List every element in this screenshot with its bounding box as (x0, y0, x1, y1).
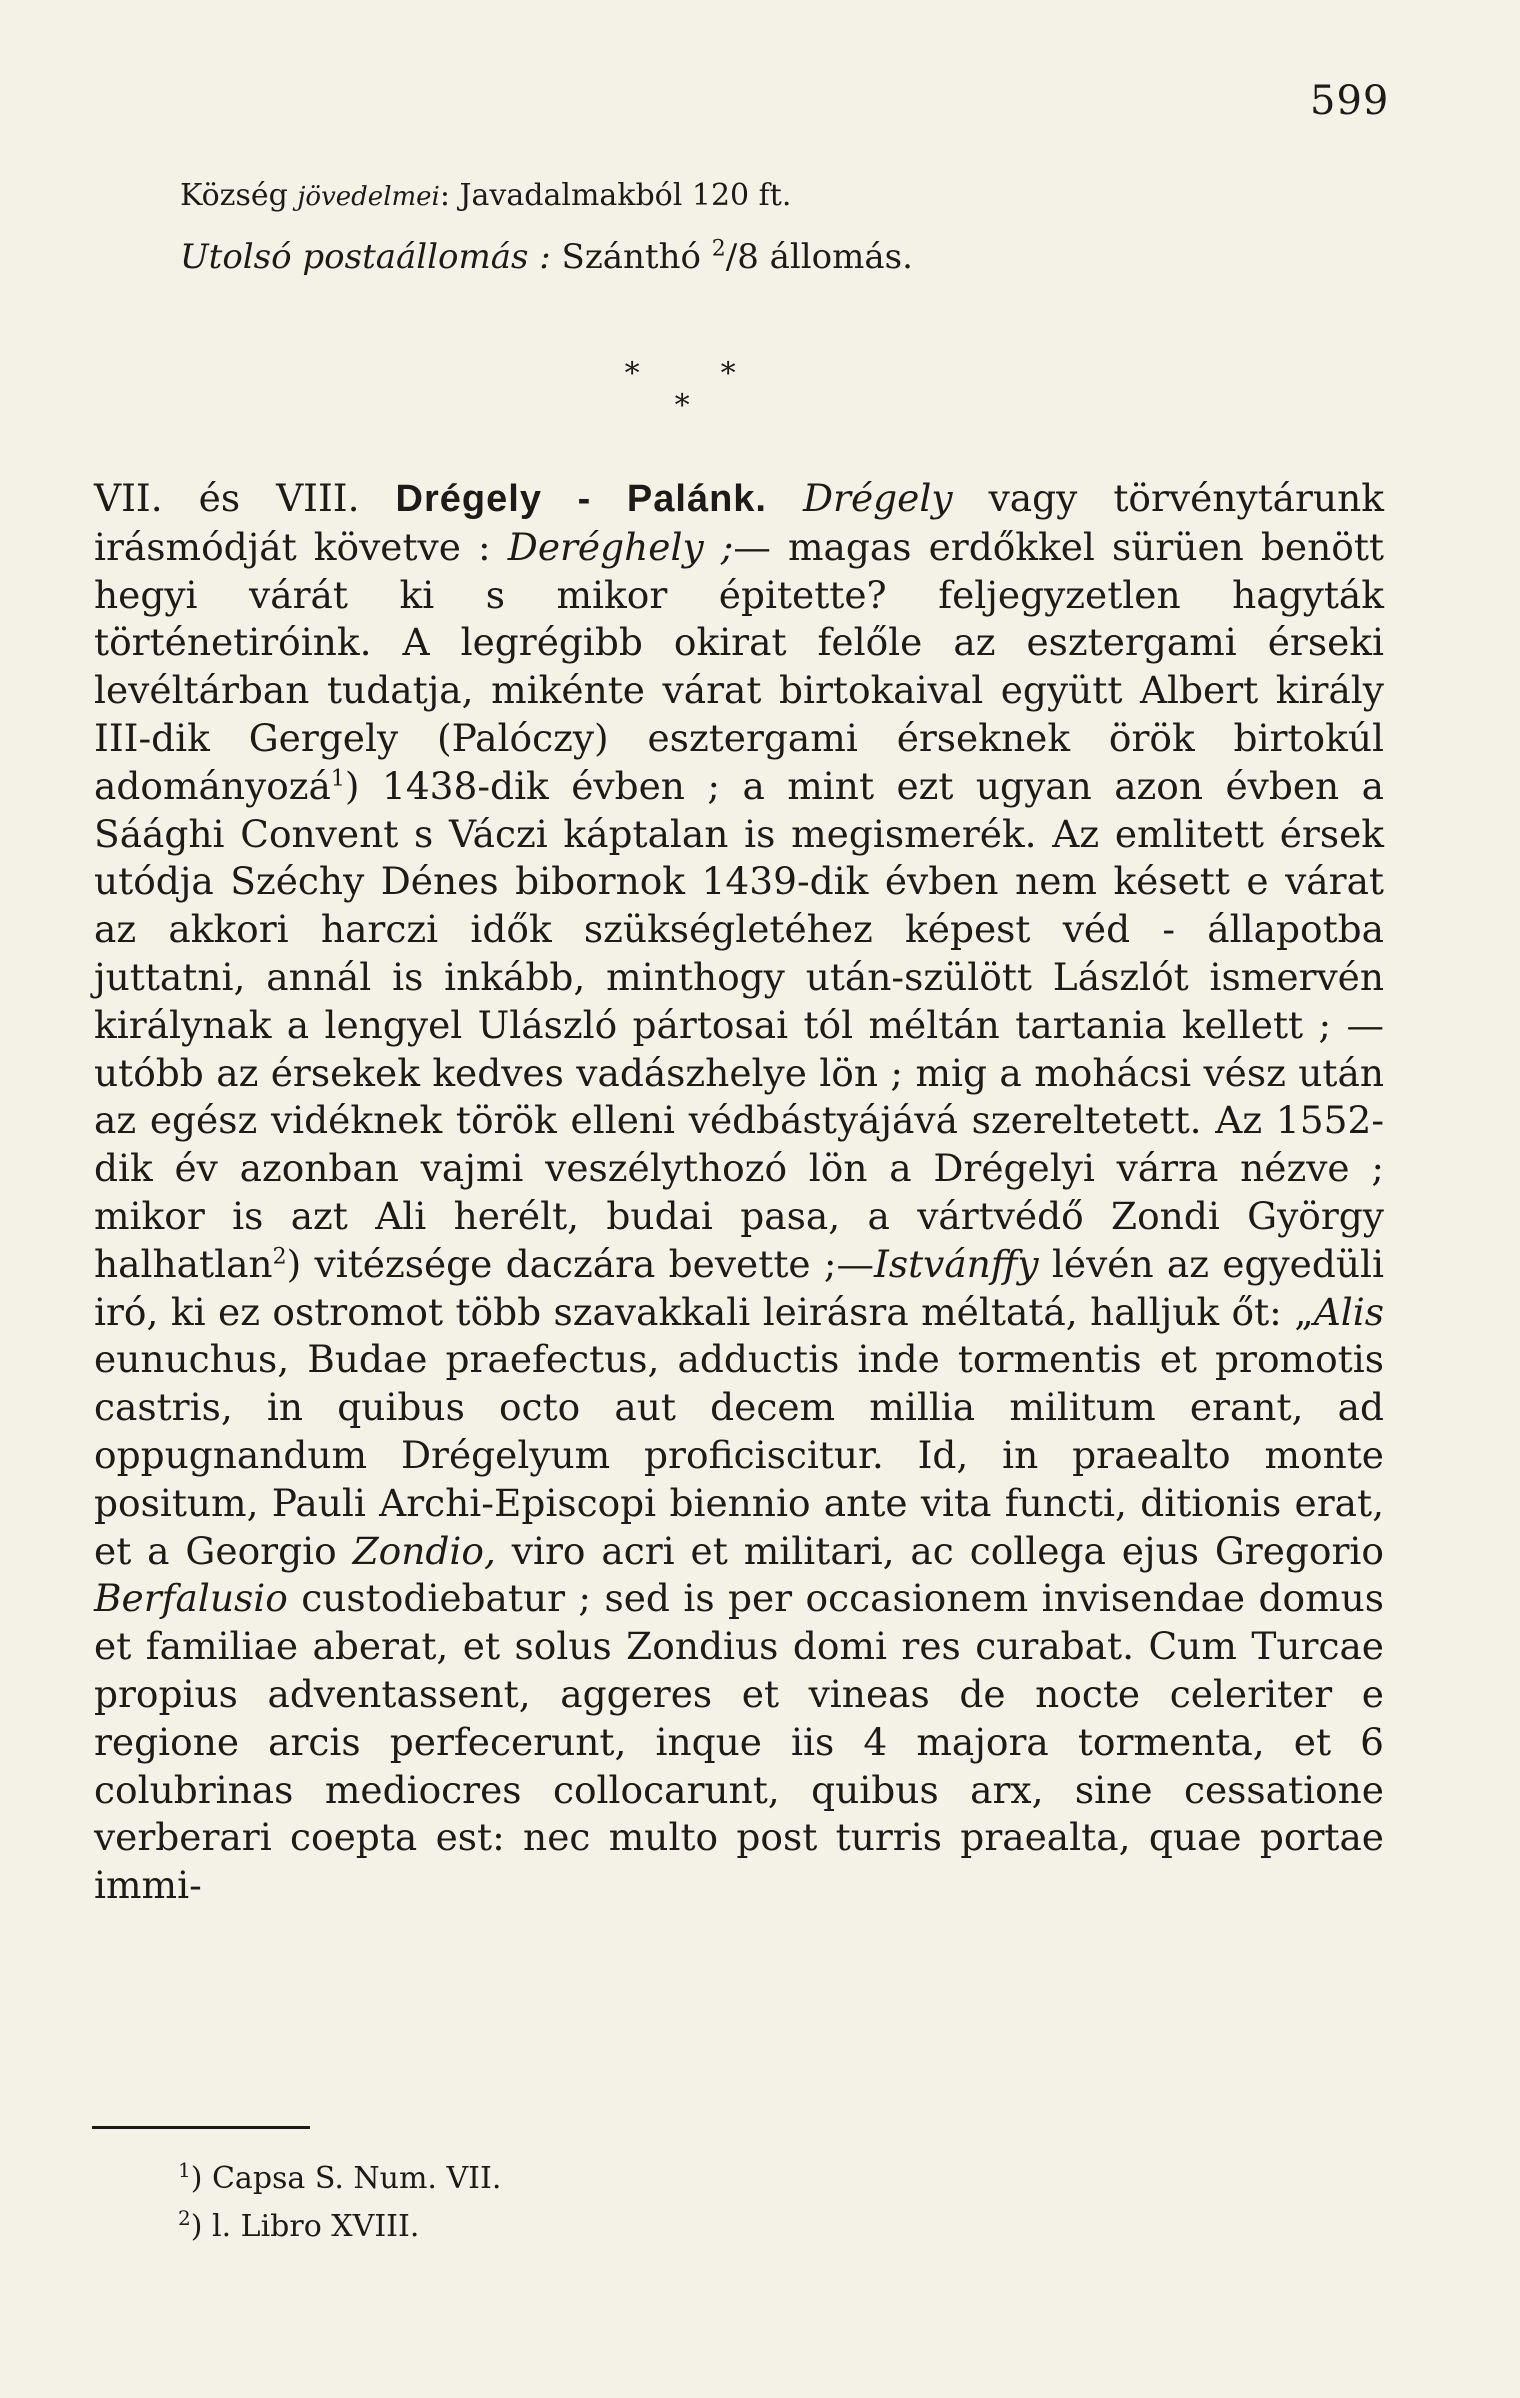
star-icon: ∗ (672, 382, 693, 417)
post-label: Utolsó postaállomás : (180, 237, 551, 277)
footnotes (178, 2155, 978, 2251)
header-line-post (180, 227, 1380, 287)
italic-term: Deréghely ; (507, 524, 734, 569)
chapter-number: VII. és VIII. (94, 476, 396, 520)
text-run: custodiebatur ; sed is per occasionem invisendae domus et familiae aberat, et solus Zondius domi res curabat. Cum Turcae propius adventassent, aggeres et vineas de nocte celeriter e regione arcis perfecerunt, inque iis 4 majora tormenta, et 6 colubrinas mediocres collocarunt, quibus arx, sine cessatione verberari coepta est: nec multo post turris praealta, quae portae immi- (94, 1576, 1384, 1908)
footnote-ref: 2 (272, 1244, 287, 1270)
header-revenue-value: : Javadalmakból 120 ft. (439, 178, 792, 213)
page-header (180, 166, 1380, 287)
italic-term: Drégely (766, 476, 953, 520)
footnote-mark: 1 (178, 2158, 191, 2182)
italic-term: Alis (1313, 1289, 1384, 1334)
footnote-text: ) l. Libro XVIII. (190, 2209, 420, 2244)
fraction-denominator: /8 (725, 237, 759, 277)
section-heading: Drégely - Palánk. (395, 478, 767, 520)
section-stars (620, 350, 760, 430)
text-run: vagy törvénytárunk irásmódját követve : (94, 476, 1384, 569)
header-label: Község (180, 178, 288, 213)
footnote-ref: 1 (330, 766, 345, 792)
header-label-italic: jövedelmei (297, 182, 440, 212)
text-run: lévén az egyedüli iró, ki ez ostromot több szavakkali leirásra méltatá, halljuk őt: „ (94, 1241, 1385, 1334)
fraction-numerator: 2 (711, 236, 726, 262)
post-unit: állomás. (769, 237, 913, 277)
body-text (94, 475, 1384, 1910)
footnote-text: ) Capsa S. Num. VII. (190, 2161, 502, 2196)
main-paragraph (94, 475, 1384, 1910)
italic-term: Zondio, (352, 1528, 496, 1573)
text-run: viro acri et militari, ac collega ejus Gregorio (495, 1528, 1384, 1573)
footnote (178, 2203, 978, 2251)
text-run: ) vitézsége daczára bevette ;— (286, 1241, 875, 1286)
star-icon: ∗ (622, 350, 643, 385)
text-run: — magas erdőkkel sürüen benött hegyi várát ki s mikor épitette? feljegyzetlen hagyták történetiróink. A legrégibb okirat felőle az esztergami érseki levéltárban tudatja, mikénte várat birtokaival együtt Albert király III-dik Gergely (Palóczy) esztergami érseknek örök birtokúl adományozá (94, 524, 1384, 808)
header-line-revenue (180, 166, 1380, 227)
page-number: 599 (1310, 78, 1390, 124)
italic-term: Istvánffy (874, 1241, 1039, 1286)
star-icon: ∗ (718, 350, 739, 385)
footnote (178, 2155, 978, 2203)
text-run: eunuchus, Budae praefectus, adductis inde tormentis et promotis castris, in quibus octo aut decem millia militum erant, ad oppugnandum Drégelyum proficiscitur. Id, in praealto monte positum, Pauli Archi-Episcopi biennio ante vita functi, ditionis erat, et a Georgio (94, 1337, 1384, 1573)
italic-term: Berfalusio (94, 1576, 288, 1621)
footnote-rule (92, 2126, 310, 2129)
text-run: ) 1438-dik évben ; a mint ezt ugyan azon évben a Sáághi Convent s Váczi káptalan is megismerék. Az emlitett érsek utódja Széchy Dénes bibornok 1439-dik évben nem késett e várat az akkori harczi idők szükségletéhez képest véd - állapotba juttatni, annál is inkább, minthogy után-szülött Lászlót ismervén királynak a lengyel Ulászló pártosai tól méltán tartania kellett ; — utóbb az érsekek kedves vadászhelye lön ; mig a mohácsi vész után az egész vidéknek török elleni védbástyájává szereltetett. Az 1552-dik év azonban vajmi veszélythozó lön a Drégelyi várra nézve ; mikor is azt Ali herélt, budai pasa, a vártvédő Zondi György halhatlan (94, 763, 1384, 1286)
post-value: Szánthó (561, 237, 701, 277)
footnote-mark: 2 (178, 2206, 191, 2230)
